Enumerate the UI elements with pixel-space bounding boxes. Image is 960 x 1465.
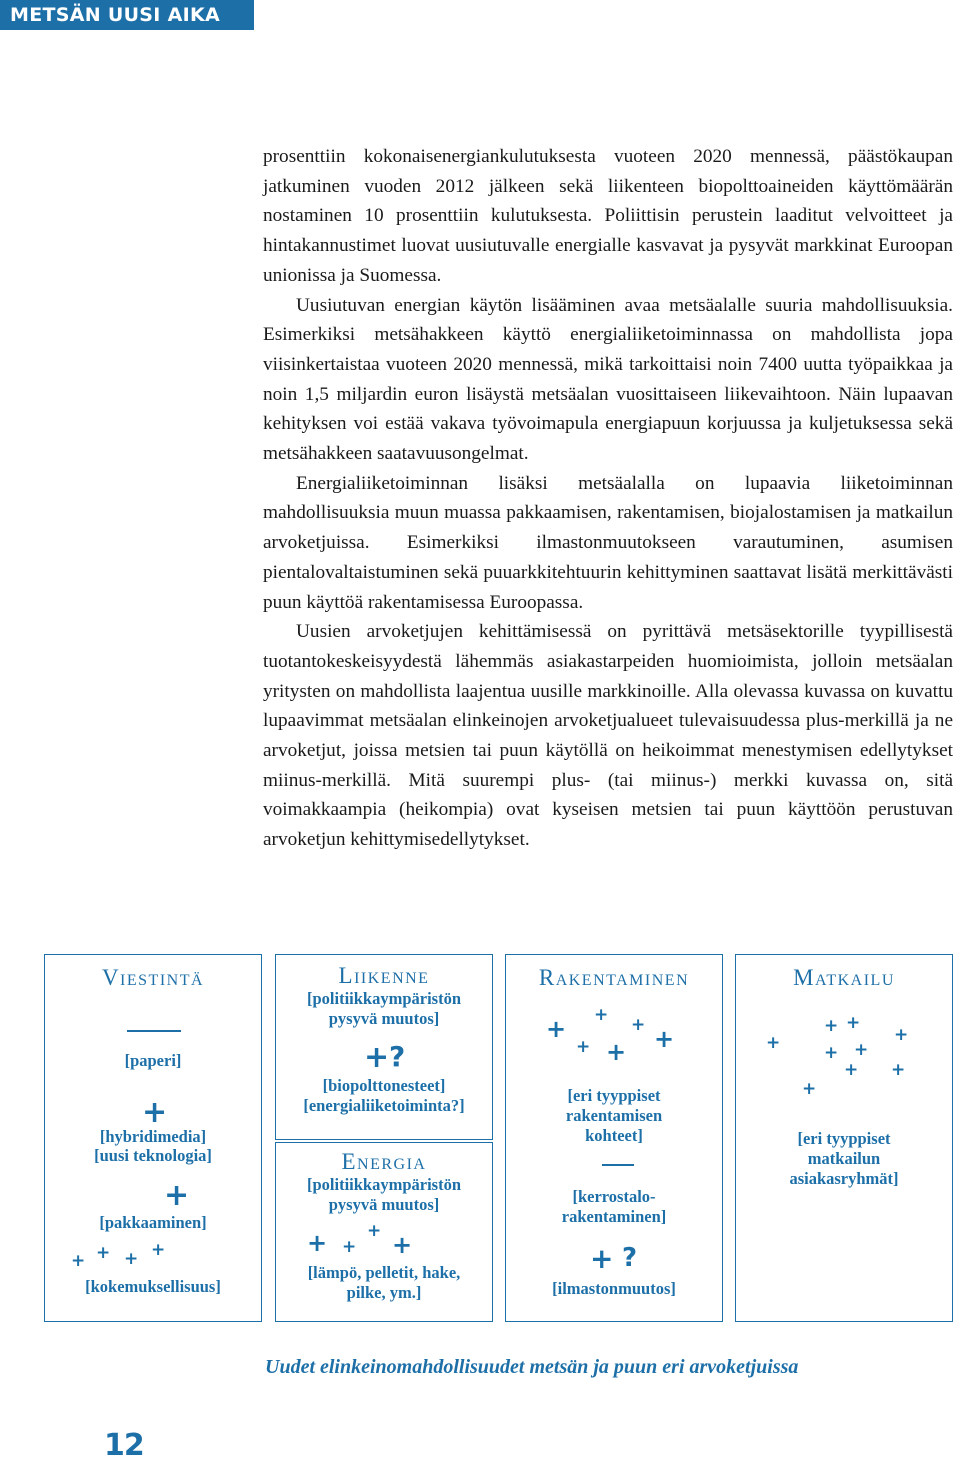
plus-sign: +	[846, 1013, 861, 1033]
plus-sign: +	[392, 1231, 413, 1259]
plus-sign: +	[576, 1037, 591, 1057]
box-title: Rakentaminen	[538, 965, 690, 990]
plus-sign: +	[546, 1015, 567, 1043]
label-matkailun: matkailun	[807, 1149, 881, 1168]
plus-sign: +	[590, 1242, 614, 1275]
box-title: Liikenne	[338, 963, 430, 988]
label-politiikka: [politiikkaympäristön	[306, 989, 462, 1008]
label-asiakasryhmat: asiakasryhmät]	[789, 1169, 899, 1188]
plus-sign: +	[824, 1016, 839, 1036]
label-energialiiketoiminta: [energialiiketoiminta?]	[303, 1096, 465, 1115]
plus-sign: +	[164, 1178, 190, 1213]
box-title: Energia	[341, 1149, 427, 1174]
plus-sign: +	[142, 1095, 168, 1130]
plus-sign: +	[364, 1040, 390, 1075]
plus-sign: +	[342, 1237, 357, 1257]
label-ilmastonmuutos: [ilmastonmuutos]	[552, 1279, 676, 1298]
label-pysyva-muutos: pysyvä muutos]	[328, 1009, 440, 1028]
label-politiikka: [politiikkaympäristön	[306, 1175, 462, 1194]
plus-sign: +	[894, 1025, 909, 1045]
label-hybridimedia: [hybridimedia]	[99, 1127, 207, 1146]
plus-sign: +	[631, 1015, 646, 1035]
section-title: METSÄN UUSI AIKA	[10, 4, 220, 26]
box-rakentaminen	[505, 954, 723, 1322]
label-kerrostalo: [kerrostalo-	[572, 1187, 656, 1206]
question-mark: ?	[389, 1040, 406, 1073]
paragraph: Uusiutuvan energian käytön lisääminen avaa metsäalalle suuria mahdollisuuksia. Esimerkiksi metsähakkeen käyttö energialiiketoiminnassa on mahdollista jopa viisinkertaistaa vuoteen 2020 mennessä, mikä tarkoittaisi noin 7400 uutta työpaikkaa ja noin 1,5 miljardin euron lisäystä metsäalan vuosittaiseen liikevaihtoon. Näin lupaavan kehityksen voi estää vakava työvoimapula energiapuun korjuussa ja kuljetuksessa sekä metsähakkeen saatavuusongelmat.	[263, 294, 953, 465]
plus-sign: +	[891, 1060, 906, 1080]
box-title: Matkailu	[793, 965, 895, 990]
plus-sign: +	[71, 1251, 86, 1271]
box-matkailu	[735, 954, 953, 1322]
box-viestinta	[44, 954, 262, 1322]
minus-sign	[602, 1164, 634, 1166]
paragraph: prosenttiin kokonaisenergiankulutuksesta vuoteen 2020 mennessä, päästökaupan jatkuminen vuoden 2012 jälkeen sekä liikenteen biopolttoaineiden käyttömäärän nostaminen 10 prosenttiin kulutuksesta. Poliittisin perustein laaditut velvoitteet ja hintakannustimet luovat uusiutuvalle energialle kasvavat ja pysyvät markkinat Euroopan unionissa ja Suomessa.	[263, 146, 953, 286]
minus-sign	[127, 1030, 181, 1032]
article-body	[263, 142, 953, 855]
label-pysyva-muutos: pysyvä muutos]	[328, 1195, 440, 1214]
plus-sign: +	[594, 1005, 609, 1025]
label-kerrostalorakentaminen: rakentaminen]	[561, 1207, 667, 1226]
header-bar	[0, 0, 254, 30]
label-kohteet: kohteet]	[585, 1126, 643, 1145]
question-mark: ?	[622, 1243, 638, 1273]
paragraph: Uusien arvoketjujen kehittämisessä on pyrittävä metsäsektorille tyypillisestä tuotantokeskeisyydestä lähemmäs asiakastarpeiden huomioimista, jolloin metsäalan yritysten on mahdollista laajentua uusille markkinoille. Alla olevassa kuvassa on kuvattu lupaavimmat metsäalan elinkeinojen arvoketjualueet tulevaisuudessa plus-merkillä ja ne arvoketjut, joissa metsien tai puun käytöllä on heikoimmat menestymisen edellytykset miinus-merkillä. Mitä suurempi plus- (tai miinus-) merkki kuvassa on, sitä voimakkaampia (heikompia) ovat kyseisen metsien tai puun käyttöön perustuvan arvoketjun kehittymisedellytykset.	[263, 621, 953, 851]
plus-sign: +	[307, 1229, 328, 1257]
plus-sign: +	[606, 1038, 627, 1066]
box-energia	[275, 1142, 493, 1322]
label-kokemuksellisuus: [kokemuksellisuus]	[85, 1277, 221, 1296]
plus-sign: +	[844, 1060, 859, 1080]
box-title: Viestintä	[101, 965, 205, 990]
page-number: 12	[104, 1428, 144, 1463]
plus-sign: +	[124, 1249, 139, 1269]
label-uusi-teknologia: [uusi teknologia]	[94, 1146, 212, 1165]
plus-sign: +	[96, 1243, 111, 1263]
label-pilke: pilke, ym.]	[346, 1283, 422, 1302]
plus-sign: +	[654, 1025, 675, 1053]
label-eri-tyyppiset: [eri tyyppiset	[797, 1129, 891, 1148]
paragraph: Energialiiketoiminnan lisäksi metsäalalla on lupaavia liiketoiminnan mahdollisuuksia muun muassa pakkaamisen, rakentamisen, biojalostamisen ja matkailun arvoketjuissa. Esimerkiksi ilmastonmuutokseen varautuminen, asumisen pientalovaltaistuminen sekä puuarkkitehtuurin kehittyminen saattavat lisätä merkittävästi puun käyttöä rakentamisessa Euroopassa.	[263, 472, 953, 613]
plus-sign: +	[151, 1240, 166, 1260]
plus-sign: +	[802, 1079, 817, 1099]
plus-sign: +	[824, 1043, 839, 1063]
plus-sign: +	[766, 1033, 781, 1053]
label-paperi: [paperi]	[124, 1051, 182, 1070]
label-pakkaaminen: [pakkaaminen]	[99, 1213, 207, 1232]
plus-sign: +	[367, 1221, 382, 1241]
box-liikenne	[275, 954, 493, 1140]
plus-sign: +	[854, 1040, 869, 1060]
label-eri-tyyppiset: [eri tyyppiset	[567, 1086, 661, 1105]
label-rakentamisen: rakentamisen	[565, 1106, 663, 1125]
label-biopolttonesteet: [biopolttonesteet]	[322, 1076, 446, 1095]
figure-caption: Uudet elinkeinomahdollisuudet metsän ja puun eri arvoketjuissa	[265, 1356, 799, 1378]
label-lampo: [lämpö, pelletit, hake,	[307, 1263, 461, 1282]
